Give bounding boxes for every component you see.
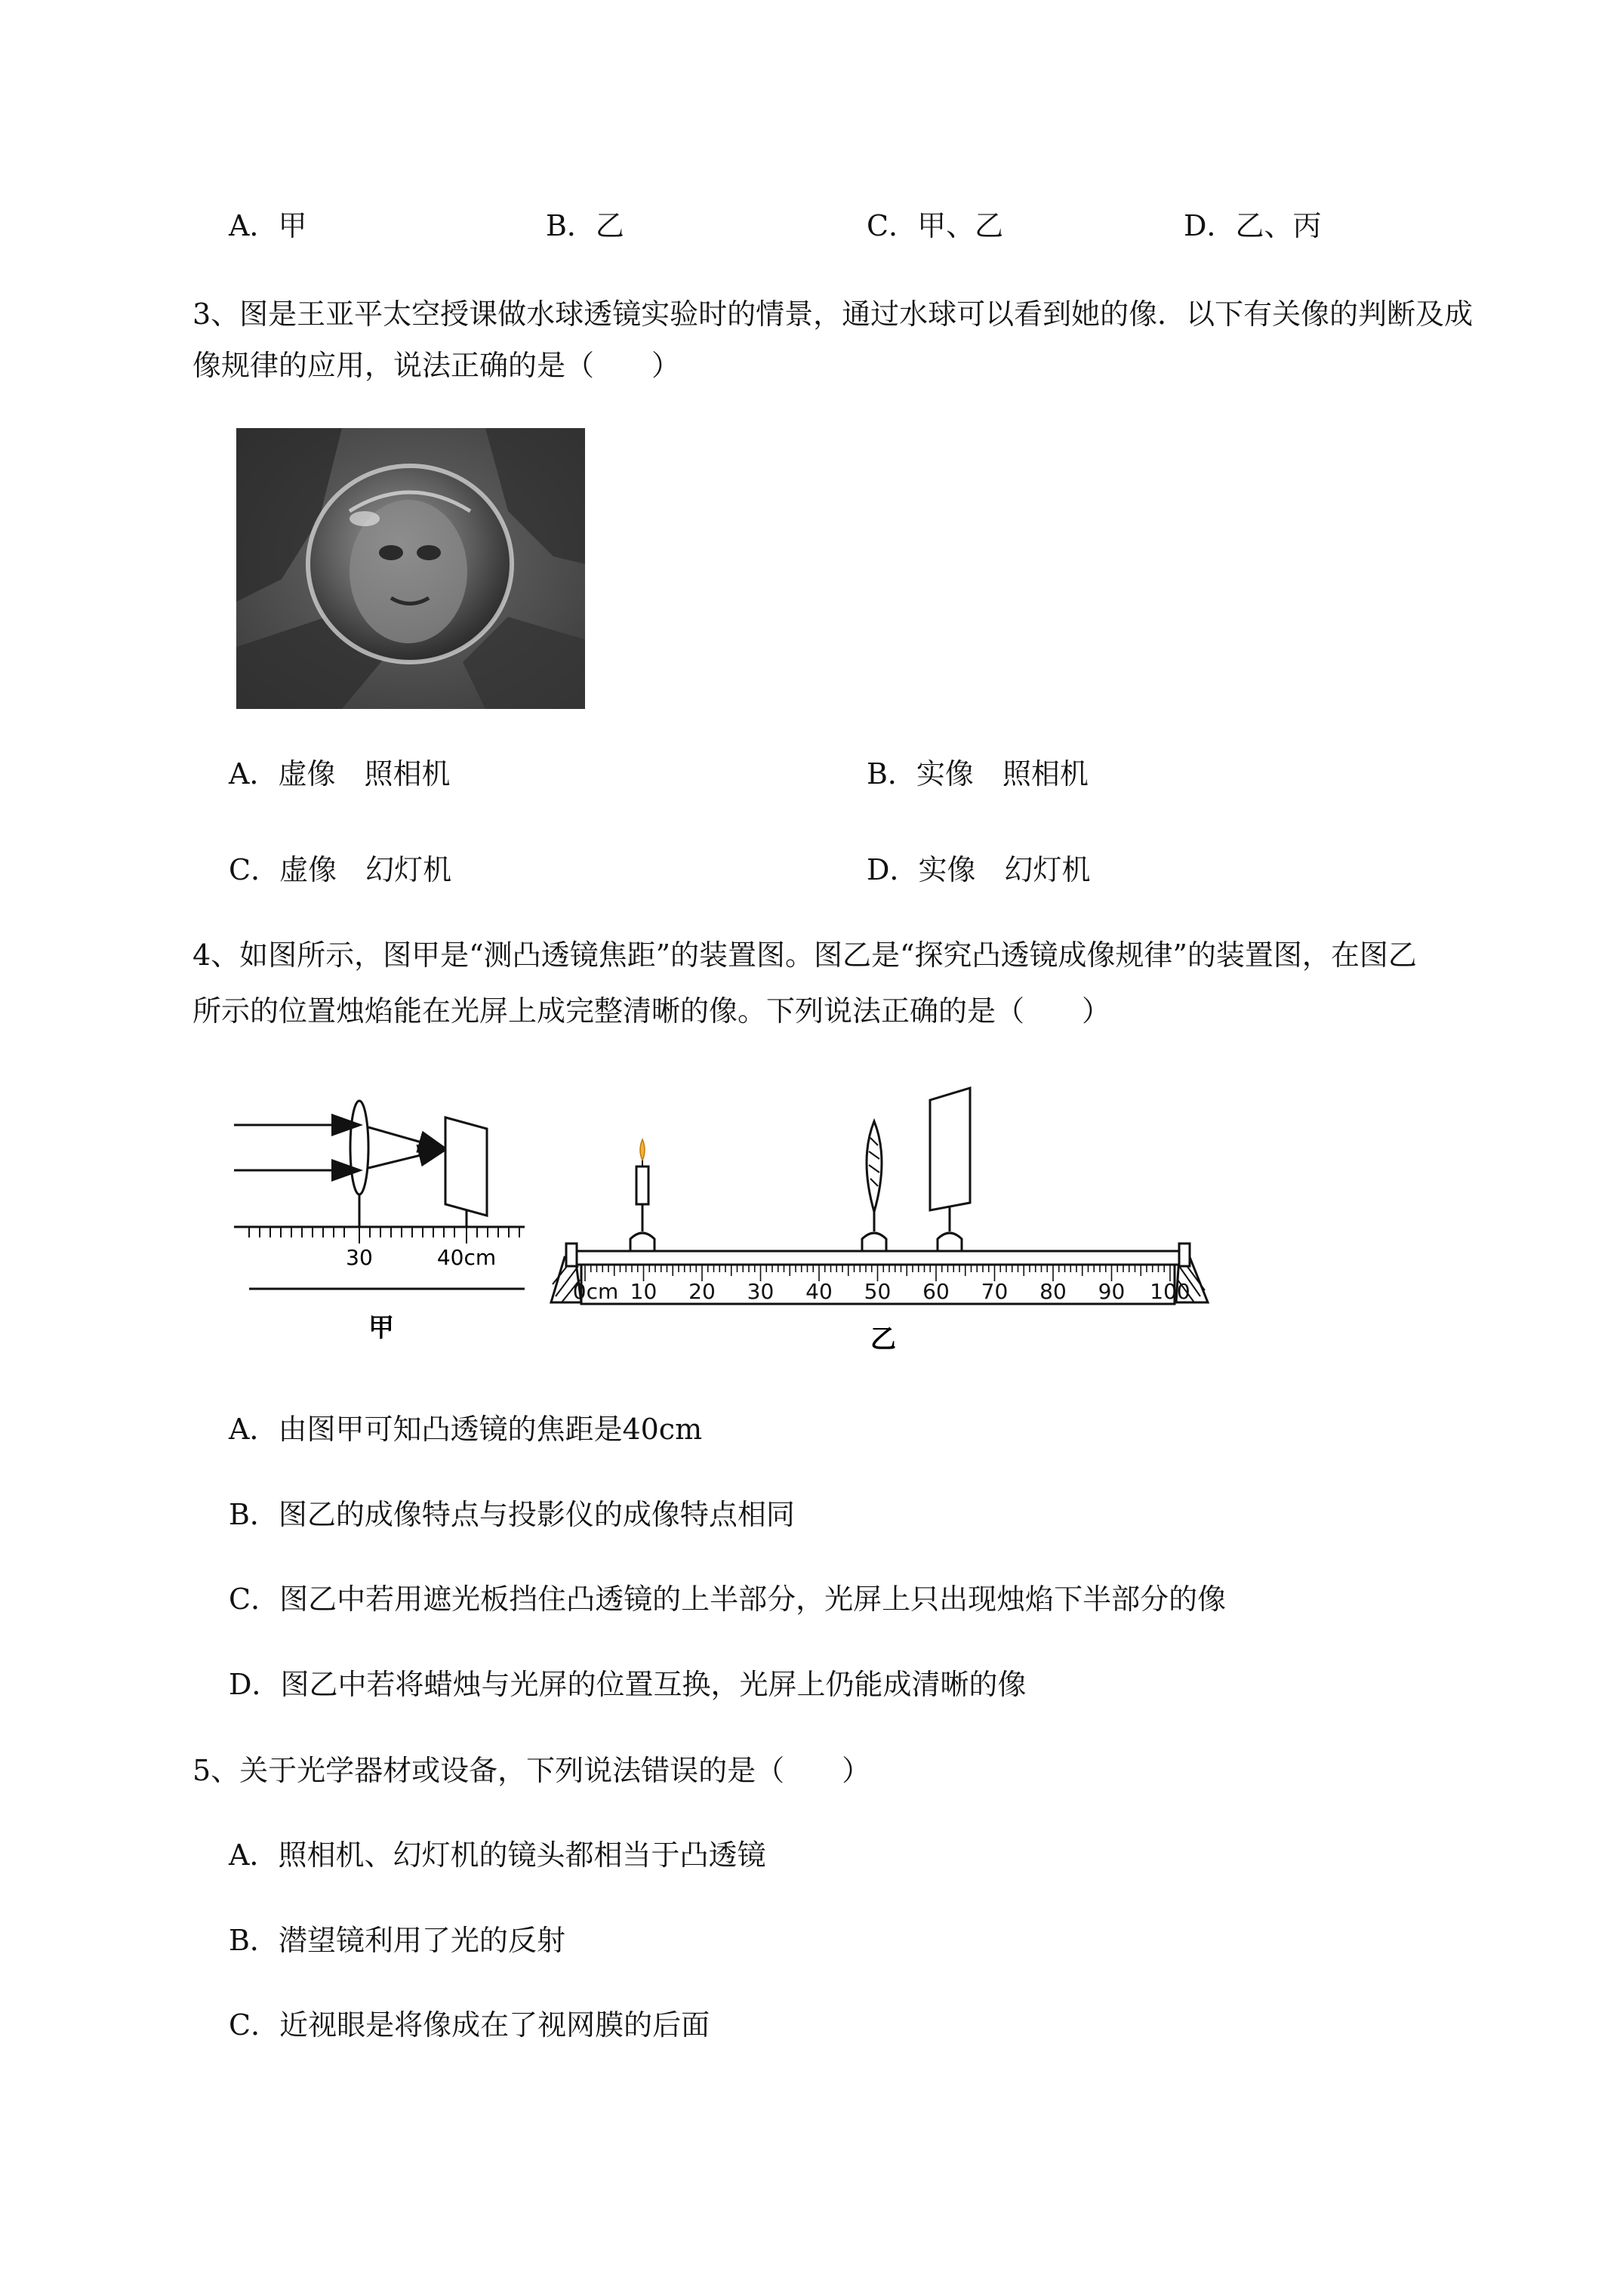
bench-tick-label: 60 (922, 1279, 950, 1304)
bench-tick-label: 50 (864, 1279, 892, 1304)
jia-tick-40cm: 40cm (436, 1245, 497, 1270)
q2-option-d: D．乙、丙 (1184, 209, 1322, 242)
optical-bench (577, 1251, 1179, 1265)
bench-tick-label: 10 (630, 1279, 658, 1304)
bench-tick-label: 70 (981, 1279, 1009, 1304)
bench-tick-label: 100 (1150, 1279, 1190, 1304)
q3-option-a: A．虚像 照相机 (229, 757, 451, 791)
lens-apparatus-svg (226, 1076, 1238, 1363)
q4-option-b: B．图乙的成像特点与投影仪的成像特点相同 (229, 1498, 795, 1531)
figure-yi (551, 1088, 1208, 1354)
bench-tick-label: 30 (747, 1279, 775, 1304)
ruler-ticks-jia (249, 1227, 519, 1244)
jia-tick-30: 30 (346, 1245, 373, 1270)
figure-jia-label: 甲 (368, 1313, 394, 1343)
q5-stem: 5、关于光学器材或设备，下列说法错误的是（ ） (192, 1754, 871, 1787)
q3-option-b: B．实像 照相机 (867, 757, 1089, 791)
q2-option-a: A．甲 (229, 209, 307, 242)
q4-option-c: C．图乙中若用遮光板挡住凸透镜的上半部分，光屏上只出现烛焰下半部分的像 (229, 1583, 1227, 1616)
bench-tick-label: 0cm (572, 1279, 619, 1304)
water-ball-photo-image (236, 428, 585, 709)
q4-option-d: D．图乙中若将蜡烛与光屏的位置互换，光屏上仍能成清晰的像 (229, 1668, 1027, 1701)
q3-stem-line1: 3、图是王亚平太空授课做水球透镜实验时的情景，通过水球可以看到她的像．以下有关像的判断及成 (192, 297, 1474, 331)
light-screen (930, 1088, 970, 1251)
screen-jia (445, 1117, 487, 1216)
q3-stem-line2: 像规律的应用，说法正确的是（ ） (192, 349, 681, 382)
candle (630, 1139, 654, 1251)
q4-stem-line2: 所示的位置烛焰能在光屏上成完整清晰的像。下列说法正确的是（ ） (192, 994, 1111, 1028)
water-ball-photo (236, 428, 585, 709)
bench-tick-label: 20 (688, 1279, 716, 1304)
q2-option-c: C．甲、乙 (867, 209, 1004, 242)
bench-tick-label: 80 (1039, 1279, 1067, 1304)
q5-option-b: B．潜望镜利用了光的反射 (229, 1924, 565, 1957)
figure-jia (234, 1101, 525, 1343)
q5-option-c: C．近视眼是将像成在了视网膜的后面 (229, 2008, 710, 2042)
q5-option-a: A．照相机、幻灯机的镜头都相当于凸透镜 (229, 1838, 766, 1872)
figure-yi-label: 乙 (870, 1324, 896, 1354)
q4-option-a: A．由图甲可知凸透镜的焦距是40cm (229, 1413, 703, 1446)
q4-stem-line1: 4、如图所示，图甲是“测凸透镜焦距”的装置图。图乙是“探究凸透镜成像规律”的装置图，在图乙 (192, 938, 1417, 972)
q2-option-b: B．乙 (546, 209, 624, 242)
convex-lens-yi (862, 1121, 886, 1251)
q3-option-d: D．实像 幻灯机 (867, 853, 1091, 886)
bench-tick-label: 40 (805, 1279, 833, 1304)
lens-apparatus-diagram (226, 1076, 1238, 1363)
q3-option-c: C．虚像 幻灯机 (229, 853, 452, 886)
bench-tick-label: 90 (1098, 1279, 1126, 1304)
convex-lens-jia (350, 1101, 368, 1194)
